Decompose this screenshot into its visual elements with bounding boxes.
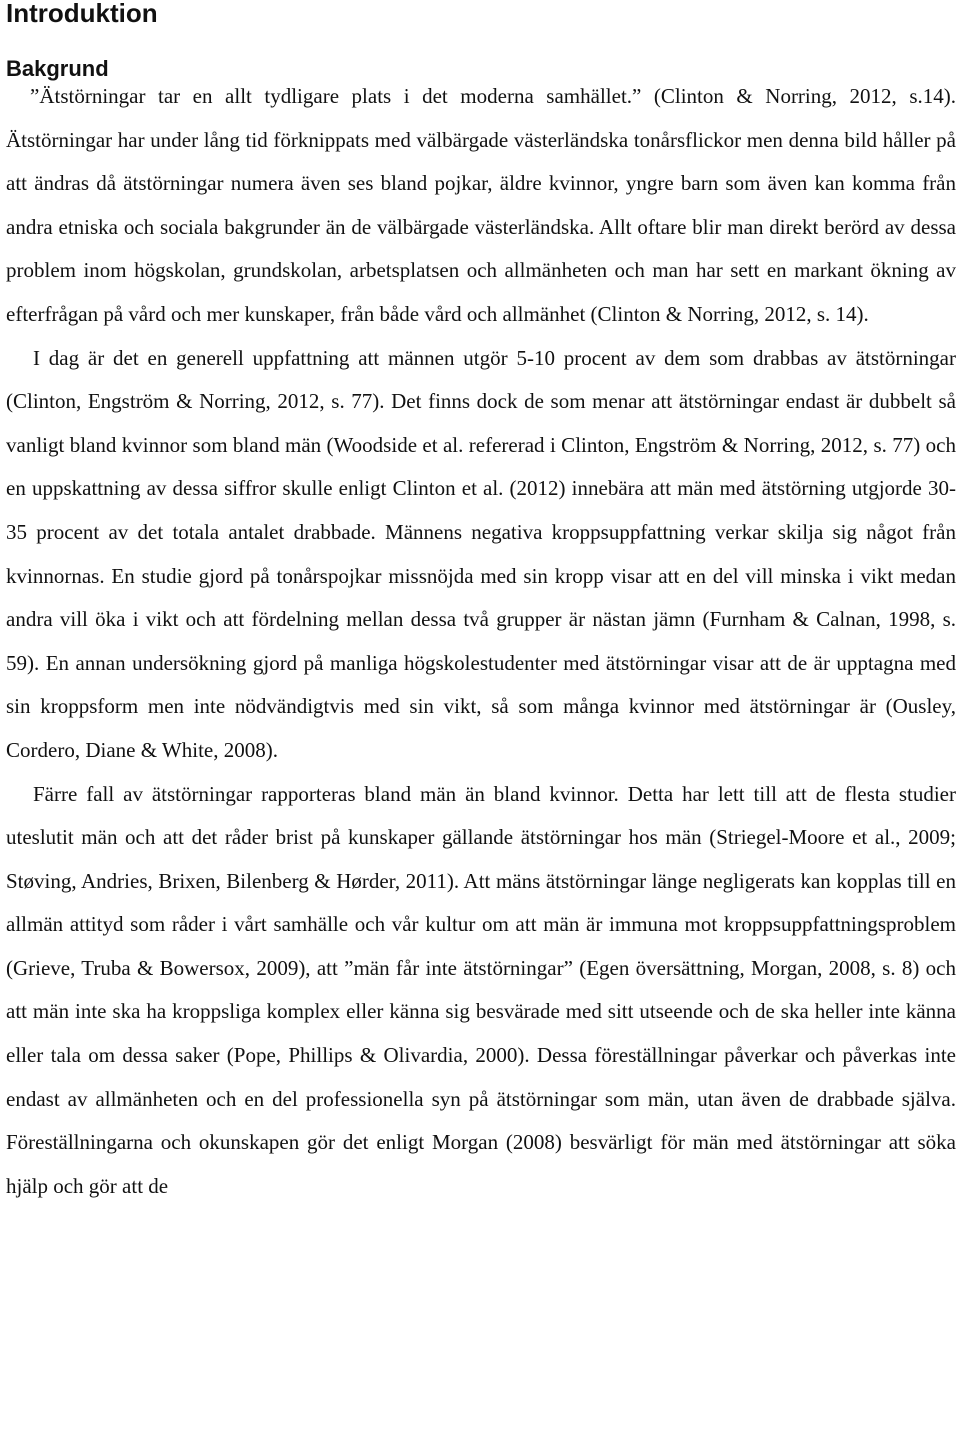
body-paragraph: I dag är det en generell uppfattning att männen utgör 5-10 procent av dem som drabbas av ätstörningar (Clinton, Engström & Norring, 2012, s. 77). Det finns dock de som menar att ätstörningar endast är dubbelt så vanligt bland kvinnor som bland män (Woodside et al. refererad i Clinton, Engström & Norring, 2012, s. 77) och en uppskattning av dessa siffror skulle enligt Clinton et al. (2012) innebära att män med ätstörning utgjorde 30-35 procent av det totala antalet drabbade. Männens negativa kroppsuppfattning verkar skilja sig något från kvinnornas. En studie gjord på tonårspojkar missnöjda med sin kropp visar att en del vill minska i vikt medan andra vill öka i vikt och att fördelning mellan dessa två grupper är nästan jämn (Furnham & Calnan, 1998, s. 59). En annan undersökning gjord på manliga högskolestudenter med ätstörningar visar att de är upptagna med sin kroppsform men inte nödvändigtvis med sin vikt, så som många kvinnor med ätstörningar är (Ousley, Cordero, Diane & White, 2008). [6,345,956,762]
section-heading: Introduktion [6,0,158,28]
body-paragraph: ”Ätstörningar tar en allt tydligare plats i det moderna samhället.” (Clinton & Norring, 2012, s.14). Ätstörningar har under lång tid förknippats med välbärgade västerländska tonårsflickor men denna bild håller på att ändras då ätstörningar numera även ses bland pojkar, äldre kvinnor, yngre barn som även kan komma från andra etniska och sociala bakgrunder än de välbärgade västerländska. Allt oftare blir man direkt berörd av dessa problem inom högskolan, grundskolan, arbetsplatsen och allmänheten och man har sett en markant ökning av efterfrågan på vård och mer kunskaper, från både vård och allmänhet (Clinton & Norring, 2012, s. 14). [6,84,956,326]
subsection-heading: Bakgrund [6,56,109,81]
body-paragraph: Färre fall av ätstörningar rapporteras bland män än bland kvinnor. Detta har lett till att de flesta studier uteslutit män och att det råder brist på kunskaper gällande ätstörningar hos män (Striegel-Moore et al., 2009; Støving, Andries, Brixen, Bilenberg & Hørder, 2011). Att mäns ätstörningar länge negligerats kan kopplas till en allmän attityd som råder i vårt samhälle och vår kultur om att män är immuna mot kroppsuppfattningsproblem (Grieve, Truba & Bowersox, 2009), att ”män får inte ätstörningar” (Egen översättning, Morgan, 2008, s. 8) och att män inte ska ha kroppsliga komplex eller känna sig besvärade med sitt utseende och de ska heller inte känna eller tala om dessa saker (Pope, Phillips & Olivardia, 2000). Dessa föreställningar påverkar och påverkas inte endast av allmänheten och en del professionella syn på ätstörningar som män, utan även de drabbade själva. Föreställningarna och okunskapen gör det enligt Morgan (2008) besvärligt för män med ätstörningar att söka hjälp och gör att de [6,781,956,1198]
